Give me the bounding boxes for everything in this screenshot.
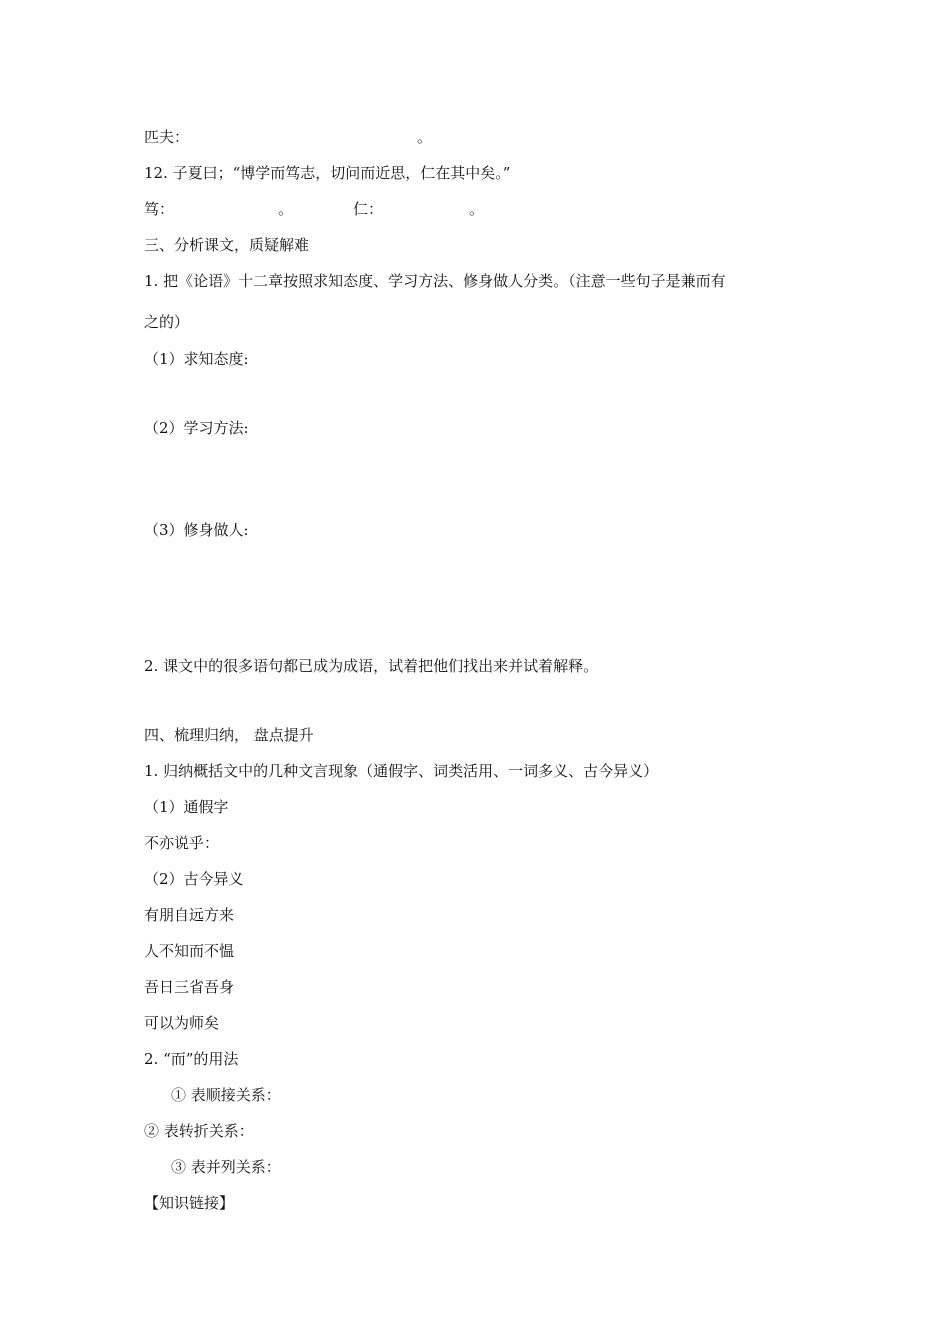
usage-sequential: ① 表顺接关系： [171,1086,281,1104]
period-du: 。 [278,200,294,218]
example-buyishuohu: 不亦说乎： [144,834,220,852]
line-du-ren [144,199,484,219]
term-ren: 仁： [353,200,384,218]
summary-question-2: 2. “而”的用法 [144,1050,239,1068]
example-renbuzhi: 人不知而不愠 [144,942,235,960]
question-1-continued: 之的） [144,313,190,331]
summary-question-1: 1. 归纳概括文中的几种文言现象（通假字、词类活用、一词多义、古今异义） [144,762,659,780]
period-pifu: 。 [417,128,433,146]
knowledge-link-heading: 【知识链接】 [144,1194,235,1212]
example-wurisanxing: 吾日三省吾身 [144,978,235,996]
section-heading-4: 四、梳理归纳， 盘点提升 [144,726,314,744]
example-keyiweishi: 可以为师矣 [144,1014,220,1032]
line-item-12: 12. 子夏曰；“博学而笃志，切问而近思，仁在其中矣。” [144,164,511,182]
sub-heading-tongjiazi: （1）通假字 [144,798,229,816]
question-1: 1. 把《论语》十二章按照求知态度、学习方法、修身做人分类。（注意一些句子是兼而有 [144,272,726,290]
sub-heading-gujinyiyi: （2）古今异义 [144,870,244,888]
usage-adversative: ② 表转折关系： [144,1122,254,1140]
period-ren: 。 [469,200,485,218]
question-2: 2. 课文中的很多语句都已成为成语，试着把他们找出来并试着解释。 [144,657,599,675]
line-pifu [144,127,432,147]
category-attitude: （1）求知态度: [144,350,249,368]
term-du: 笃： [144,200,175,218]
usage-coordinate: ③ 表并列关系： [171,1158,281,1176]
example-youpeng: 有朋自远方来 [144,906,235,924]
section-heading-3: 三、分析课文，质疑解难 [144,236,310,254]
category-method: （2）学习方法: [144,419,249,437]
category-cultivation: （3）修身做人: [144,521,249,539]
term-pifu: 匹夫： [144,128,190,146]
